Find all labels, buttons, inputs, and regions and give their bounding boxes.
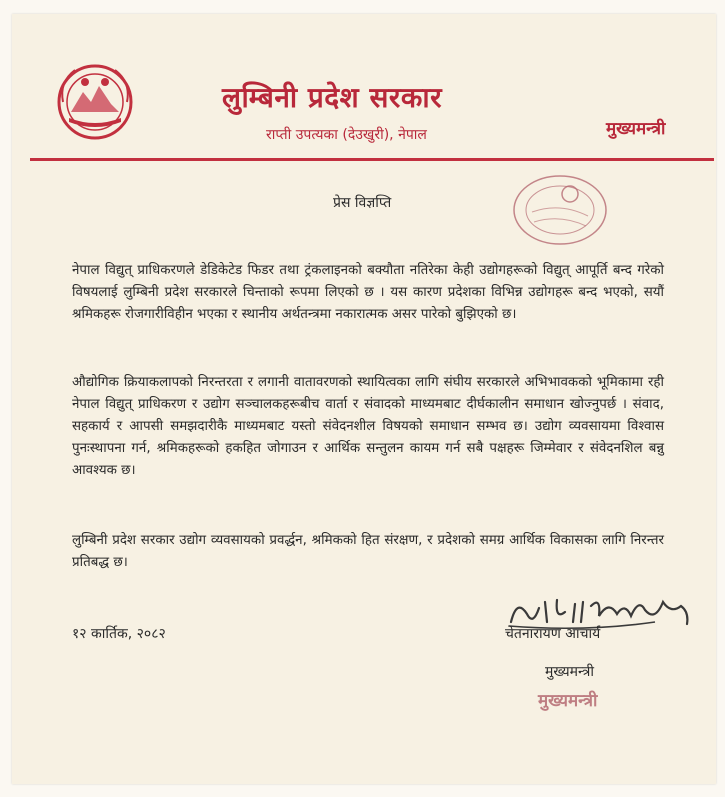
government-title: लुम्बिनी प्रदेश सरकार <box>222 81 443 114</box>
header-divider <box>30 158 714 161</box>
release-date: १२ कार्तिक, २०८२ <box>72 626 166 642</box>
signatory-designation: मुख्यमन्त्री <box>545 664 594 680</box>
body-paragraph-1: नेपाल विद्युत् प्राधिकरणले डेडिकेटेड फिडर तथा ट्रंकलाइनको बक्यौता नतिरेका केही उद्योगहरूको विद्युत् आपूर्ति बन्द गरेको विषयलाई लुम्बिनी प्रदेश सरकारले चिन्ताको रूपमा लिएको छ । यस कारण प्रदेशका विभिन्न उद्योगहरू बन्द भएको, सयौं श्रमिकहरू रोजगारीविहीन भएका र स्थानीय अर्थतन्त्रमा नकारात्मक असर पारेको बुझिएको छ। <box>72 263 664 322</box>
body-paragraph-2: औद्योगिक क्रियाकलापको निरन्तरता र लगानी वातावरणको स्थायित्वका लागि संघीय सरकारले अभिभावकको भूमिकामा रही नेपाल विद्युत् प्राधिकरण र उद्योग सञ्चालकहरूबीच वार्ता र संवादको माध्यमबाट दीर्घकालीन समाधान खोज्नुपर्छ । संवाद, सहकार्य र आपसी समझदारीकै माध्यमबाट यस्तो संवेदनशील विषयको समाधान सम्भव छ। उद्योग व्यवसायमा विश्वास पुनःस्थापना गर्न, श्रमिकहरूको हकहित जोगाउन र आर्थिक सन्तुलन कायम गर्न सबै पक्षहरू जिम्मेवार र संवेदनशिल बन्नु आवश्यक छ। <box>72 375 664 478</box>
signatory-name: चेतनारायण आचार्य <box>505 626 601 642</box>
government-address: राप्ती उपत्यका (देउखुरी), नेपाल <box>266 127 427 143</box>
body-paragraph-3: लुम्बिनी प्रदेश सरकार उद्योग व्यवसायको प्रवर्द्धन, श्रमिकको हित संरक्षण, र प्रदेशको समग्र आर्थिक विकासका लागि निरन्तर प्रतिबद्ध छ। <box>72 533 664 570</box>
press-release-heading: प्रेस विज्ञप्ति <box>333 195 392 211</box>
designation-stamp: मुख्यमन्त्री <box>538 691 598 711</box>
office-seal-icon <box>510 172 610 248</box>
office-name: मुख्यमन्त्री <box>606 119 666 139</box>
nepal-emblem-icon <box>55 62 135 142</box>
